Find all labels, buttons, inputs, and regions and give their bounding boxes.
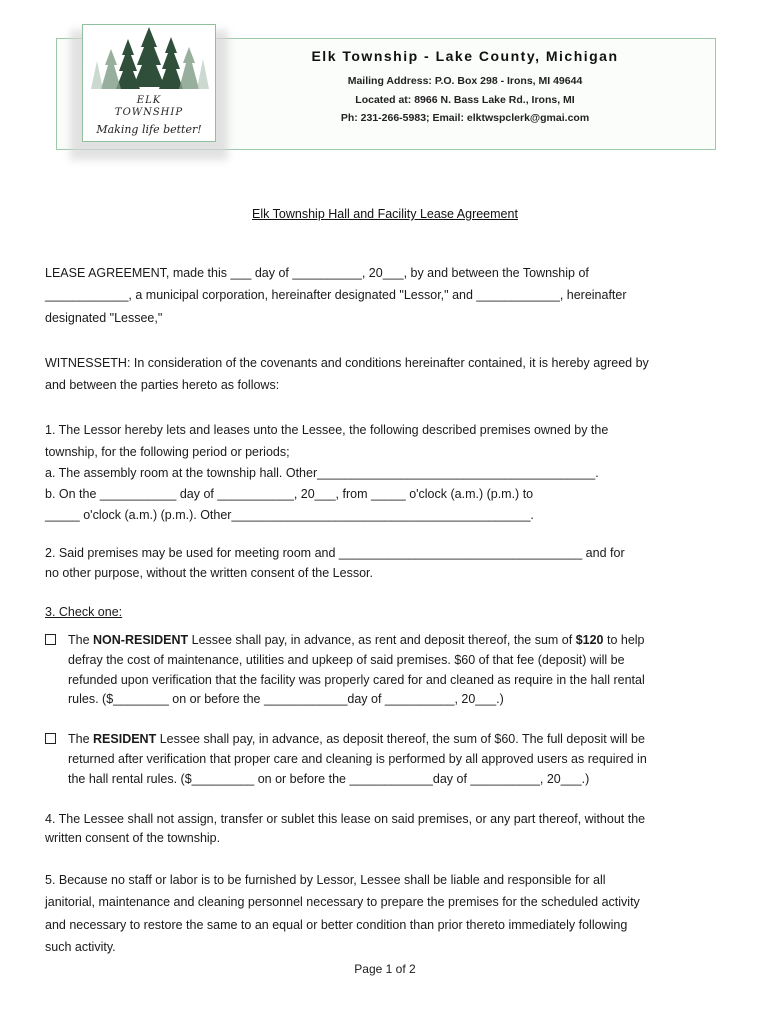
section5-line-4: such activity. (45, 940, 116, 954)
resident-line-2: returned after verification that proper care and cleaning is performed by all approved users as required in (68, 752, 647, 766)
nonresident-pre: The (68, 633, 94, 647)
nonresident-line-3: refunded upon verification that the facility was properly cared for and cleaned as require in the hall rental (68, 673, 645, 687)
township-logo (82, 24, 216, 142)
nonresident-line-2: defray the cost of maintenance, utilities and upkeep of said premises. $60 of that fee (deposit) will be (68, 653, 625, 667)
section5-line-2: janitorial, maintenance and cleaning personnel necessary to prepare the premises for the scheduled activity (45, 895, 640, 909)
resident-checkbox[interactable] (45, 733, 56, 744)
logo-text-elk: ELK (136, 95, 162, 106)
section2-line-1: 2. Said premises may be used for meeting room and ___________________________________ and for (45, 546, 625, 560)
location-address: Located at: 8966 N. Bass Lake Rd., Irons, MI (355, 94, 575, 106)
mailing-address: Mailing Address: P.O. Box 298 - Irons, MI 49644 (347, 75, 583, 87)
section1-line-b2: _____ o'clock (a.m.) (p.m.). Other___________________________________________. (45, 508, 534, 522)
section5-line-3: and necessary to restore the same to an equal or better condition than prior thereto immediately following (45, 918, 628, 932)
document-title: Elk Township Hall and Facility Lease Agreement (252, 207, 518, 221)
resident-post: Lessee shall pay, in advance, as deposit thereof, the sum of $60. The full deposit will be (156, 732, 645, 746)
section3-label: 3. Check one: (45, 605, 123, 619)
nonresident-amount: $120 (575, 633, 604, 647)
section1-line-a: a. The assembly room at the township hall. Other________________________________________. (45, 466, 599, 480)
witnesseth-line-1: WITNESSETH: In consideration of the covenants and conditions hereinafter contained, it is hereby agreed by (45, 356, 649, 370)
logo-text-township: TOWNSHIP (114, 107, 184, 118)
nonresident-post: to help (603, 633, 645, 647)
intro-line-1: LEASE AGREEMENT, made this ___ day of __________, 20___, by and between the Township of (45, 266, 589, 280)
nonresident-label: NON-RESIDENT (93, 633, 189, 647)
section1-line-1: 1. The Lessor hereby lets and leases unto the Lessee, the following described premises owned by the (45, 423, 609, 437)
letterhead-title: Elk Township - Lake County, Michigan (311, 48, 619, 64)
resident-label: RESIDENT (93, 732, 157, 746)
page-number: Page 1 of 2 (354, 962, 416, 976)
nonresident-checkbox[interactable] (45, 634, 56, 645)
section1-line-2: township, for the following period or periods; (45, 445, 290, 459)
logo-tagline: Making life better! (96, 123, 202, 136)
section2-line-2: no other purpose, without the written consent of the Lessor. (45, 566, 373, 580)
section5-line-1: 5. Because no staff or labor is to be furnished by Lessor, Lessee shall be liable and responsible for all (45, 873, 606, 887)
section1-line-b: b. On the ___________ day of ___________, 20___, from _____ o'clock (a.m.) (p.m.) to (45, 487, 534, 501)
nonresident-mid: Lessee shall pay, in advance, as rent and deposit thereof, the sum of (188, 633, 576, 647)
intro-line-2: ____________, a municipal corporation, hereinafter designated "Lessor," and ____________, hereinafter (45, 288, 627, 302)
section4-line-2: written consent of the township. (45, 831, 221, 845)
resident-line-1 (68, 729, 728, 749)
witnesseth-line-2: and between the parties hereto as follows: (45, 378, 280, 392)
section4-line-1: 4. The Lessee shall not assign, transfer or sublet this lease on said premises, or any part thereof, without the (45, 812, 646, 826)
contact-info: Ph: 231-266-5983; Email: elktwspclerk@gmai.com (340, 112, 590, 124)
intro-line-3: designated "Lessee," (45, 311, 163, 325)
resident-line-3: the hall rental rules. ($_________ on or before the ____________day of __________, 20___.) (68, 772, 590, 786)
resident-pre: The (68, 732, 94, 746)
nonresident-line-1 (68, 630, 728, 650)
nonresident-line-4: rules. ($________ on or before the ____________day of __________, 20___.) (68, 692, 504, 706)
